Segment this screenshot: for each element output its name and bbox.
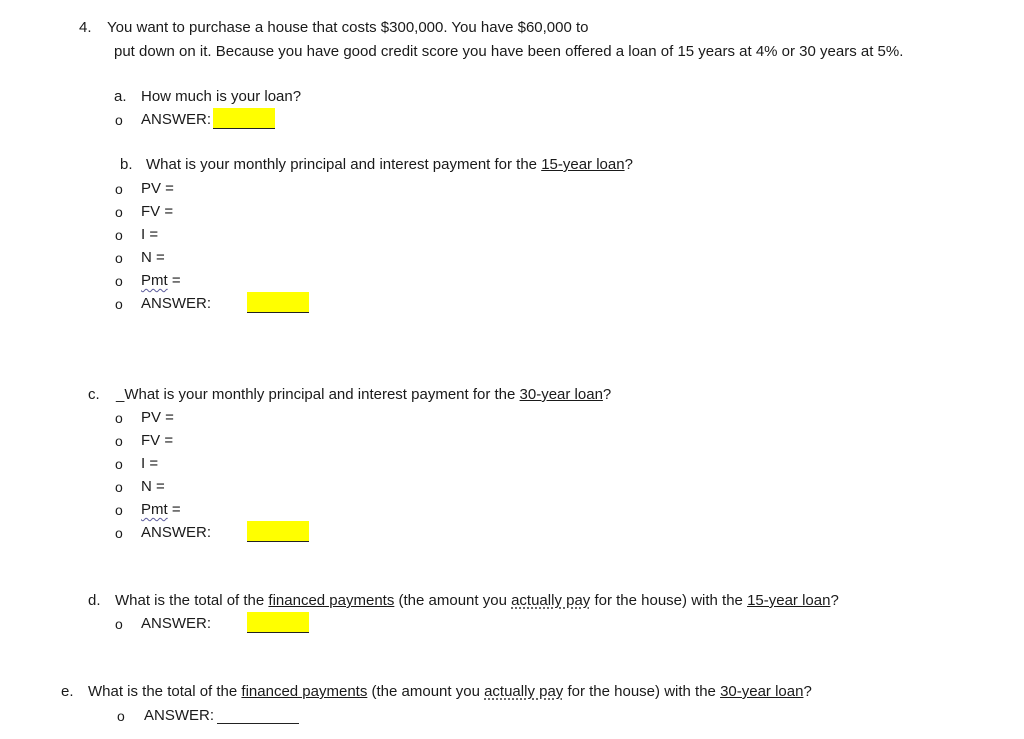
part-b-pv: PV =	[141, 180, 174, 197]
question-number: 4.	[79, 19, 92, 36]
part-c-letter: c.	[88, 386, 100, 403]
part-b-question: What is your monthly principal and interest payment for the 15-year loan?	[146, 156, 633, 173]
part-e-question: What is the total of the financed payments (the amount you actually pay for the house) with the 30-year loan?	[88, 683, 812, 700]
part-b-letter: b.	[120, 156, 133, 173]
part-b-answer-field[interactable]	[247, 292, 309, 313]
part-c-pv: PV =	[141, 409, 174, 426]
part-e-letter: e.	[61, 683, 74, 700]
part-c-question: _What is your monthly principal and interest payment for the 30-year loan?	[116, 386, 612, 403]
part-b-pmt: Pmt =	[141, 272, 181, 289]
part-e-answer-label: ANSWER:	[144, 707, 215, 724]
question-text-line1: You want to purchase a house that costs $300,000. You have $60,000 to	[107, 19, 589, 36]
part-c-fv: FV =	[141, 432, 174, 449]
bullet-icon: o	[115, 112, 123, 128]
bullet-icon: o	[117, 708, 125, 724]
part-b-fv: FV =	[141, 203, 174, 220]
part-a-question: How much is your loan?	[141, 88, 302, 105]
bullet-icon: o	[115, 204, 123, 220]
part-a-answer-field[interactable]	[213, 108, 275, 129]
part-a-letter: a.	[114, 88, 127, 105]
bullet-icon: o	[115, 250, 123, 266]
part-b-i: I =	[141, 226, 159, 243]
part-c-i: I =	[141, 455, 159, 472]
bullet-icon: o	[115, 181, 123, 197]
part-c-n: N =	[141, 478, 165, 495]
part-b-answer-label: ANSWER:	[141, 295, 212, 312]
part-a-answer-label: ANSWER:	[141, 111, 212, 128]
bullet-icon: o	[115, 525, 123, 541]
question-text-line2: put down on it. Because you have good credit score you have been offered a loan of 15 years at 4% or 30 years at 5%.	[114, 43, 904, 60]
bullet-icon: o	[115, 227, 123, 243]
bullet-icon: o	[115, 456, 123, 472]
bullet-icon: o	[115, 502, 123, 518]
part-b-n: N =	[141, 249, 165, 266]
bullet-icon: o	[115, 296, 123, 312]
part-c-answer-label: ANSWER:	[141, 524, 212, 541]
part-c-answer-field[interactable]	[247, 521, 309, 542]
part-e-answer-field[interactable]	[217, 705, 299, 724]
bullet-icon: o	[115, 410, 123, 426]
part-d-letter: d.	[88, 592, 101, 609]
bullet-icon: o	[115, 616, 123, 632]
part-c-pmt: Pmt =	[141, 501, 181, 518]
part-d-answer-label: ANSWER:	[141, 615, 212, 632]
bullet-icon: o	[115, 479, 123, 495]
part-d-question: What is the total of the financed payments (the amount you actually pay for the house) with the 15-year loan?	[115, 592, 839, 609]
bullet-icon: o	[115, 433, 123, 449]
part-d-answer-field[interactable]	[247, 612, 309, 633]
bullet-icon: o	[115, 273, 123, 289]
